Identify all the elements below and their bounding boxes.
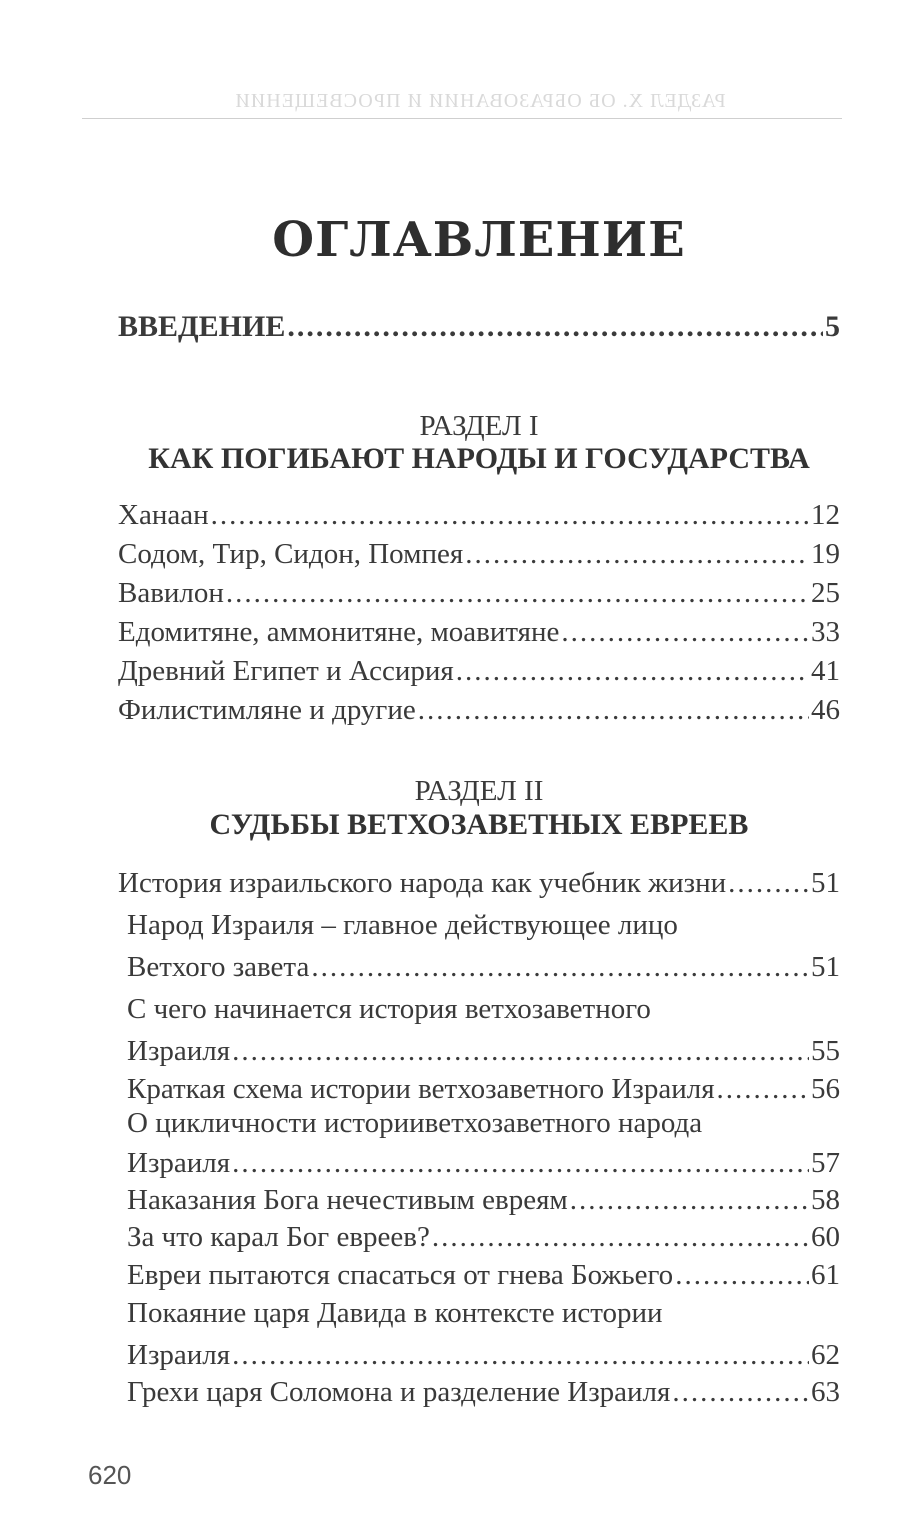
toc-entry-label: За что карал Бог евреев? xyxy=(127,1221,430,1253)
leader-dots xyxy=(287,310,823,344)
toc-entry-label: Израиля xyxy=(127,1147,231,1179)
toc-entry-page: 25 xyxy=(811,577,840,609)
leader-dots xyxy=(570,1183,809,1217)
leader-dots xyxy=(465,537,809,571)
toc-entry[interactable] xyxy=(127,1338,840,1372)
leader-dots xyxy=(728,866,809,900)
toc-entry[interactable] xyxy=(127,1072,840,1106)
leader-dots xyxy=(418,693,809,727)
toc-entry-page: 51 xyxy=(811,867,840,899)
leader-dots xyxy=(311,950,809,984)
toc-entry-label: Ханаан xyxy=(118,499,209,531)
toc-entry-page: 58 xyxy=(811,1184,840,1216)
toc-entry-label: Ветхого завета xyxy=(127,951,310,983)
leader-dots xyxy=(211,498,809,532)
leader-dots xyxy=(432,1220,809,1254)
section-label: РАЗДЕЛ II xyxy=(414,775,544,807)
leader-dots xyxy=(456,654,809,688)
toc-entry-line1[interactable]: О цикличности историиветхозаветного народа xyxy=(127,1107,703,1139)
section-title: СУДЬБЫ ВЕТХОЗАВЕТНЫХ ЕВРЕЕВ xyxy=(209,808,749,841)
toc-entry[interactable] xyxy=(127,1258,840,1292)
toc-entry-label: Древний Египет и Ассирия xyxy=(118,655,454,687)
toc-entry-page: 12 xyxy=(811,499,840,531)
toc-entry-label: Израиля xyxy=(127,1339,231,1371)
toc-entry-page: 56 xyxy=(811,1073,840,1105)
toc-entry-label: ВВЕДЕНИЕ xyxy=(118,310,286,343)
toc-entry-page: 63 xyxy=(811,1376,840,1408)
toc-entry-page: 46 xyxy=(811,694,840,726)
toc-entry-line1[interactable]: Народ Израиля – главное действующее лицо xyxy=(127,909,678,941)
toc-entry-page: 19 xyxy=(811,538,840,570)
toc-entry[interactable] xyxy=(118,498,840,532)
toc-entry[interactable] xyxy=(127,1220,840,1254)
toc-entry-label: Филистимляне и другие xyxy=(118,694,416,726)
page-number: 620 xyxy=(88,1460,132,1490)
section-label: РАЗДЕЛ I xyxy=(419,410,539,442)
leader-dots xyxy=(232,1338,809,1372)
toc-entry-page: 5 xyxy=(825,310,840,343)
toc-entry-page: 62 xyxy=(811,1339,840,1371)
toc-entry-label: Израиля xyxy=(127,1035,231,1067)
toc-entry[interactable] xyxy=(127,1034,840,1068)
leader-dots xyxy=(226,576,809,610)
toc-entry-label: Вавилон xyxy=(118,577,224,609)
toc-entry-label: Грехи царя Соломона и разделение Израиля xyxy=(127,1376,671,1408)
toc-entry-page: 41 xyxy=(811,655,840,687)
section-title: КАК ПОГИБАЮТ НАРОДЫ И ГОСУДАРСТВА xyxy=(148,442,810,475)
toc-entry[interactable] xyxy=(118,615,840,649)
toc-entry-page: 60 xyxy=(811,1221,840,1253)
toc-entry[interactable] xyxy=(127,950,840,984)
toc-entry[interactable] xyxy=(127,1183,840,1217)
toc-entry[interactable] xyxy=(118,576,840,610)
show-through-header: РАЗДЕЛ X. ОБ ОБРАЗОВАНИИ И ПРОСВЕЩЕНИИ xyxy=(234,90,726,112)
page-title: ОГЛАВЛЕНИЕ xyxy=(272,212,686,268)
toc-entry[interactable] xyxy=(127,1146,840,1180)
leader-dots xyxy=(672,1375,809,1409)
leader-dots xyxy=(675,1258,809,1292)
show-through-rule xyxy=(82,118,842,119)
toc-entry-page: 51 xyxy=(811,951,840,983)
toc-entry-label: Содом, Тир, Сидон, Помпея xyxy=(118,538,464,570)
toc-entry[interactable] xyxy=(127,1375,840,1409)
toc-entry-label: Евреи пытаются спасаться от гнева Божьего xyxy=(127,1259,674,1291)
toc-entry-page: 61 xyxy=(811,1259,840,1291)
toc-entry-label: Краткая схема истории ветхозаветного Израиля xyxy=(127,1073,715,1105)
toc-entry-line1[interactable]: Покаяние царя Давида в контексте истории xyxy=(127,1297,663,1329)
toc-entry-page: 57 xyxy=(811,1147,840,1179)
toc-entry-intro[interactable] xyxy=(118,310,840,344)
toc-entry-page: 33 xyxy=(811,616,840,648)
leader-dots xyxy=(717,1072,809,1106)
toc-entry-label: История израильского народа как учебник жизни xyxy=(118,867,727,899)
toc-entry[interactable] xyxy=(118,866,840,900)
toc-entry[interactable] xyxy=(118,537,840,571)
toc-entry[interactable] xyxy=(118,693,840,727)
leader-dots xyxy=(232,1146,809,1180)
toc-entry-page: 55 xyxy=(811,1035,840,1067)
leader-dots xyxy=(561,615,809,649)
toc-entry-line1[interactable]: С чего начинается история ветхозаветного xyxy=(127,993,651,1025)
toc-entry-label: Наказания Бога нечестивым евреям xyxy=(127,1184,568,1216)
leader-dots xyxy=(232,1034,809,1068)
toc-entry-label: Едомитяне, аммонитяне, моавитяне xyxy=(118,616,560,648)
toc-entry[interactable] xyxy=(118,654,840,688)
